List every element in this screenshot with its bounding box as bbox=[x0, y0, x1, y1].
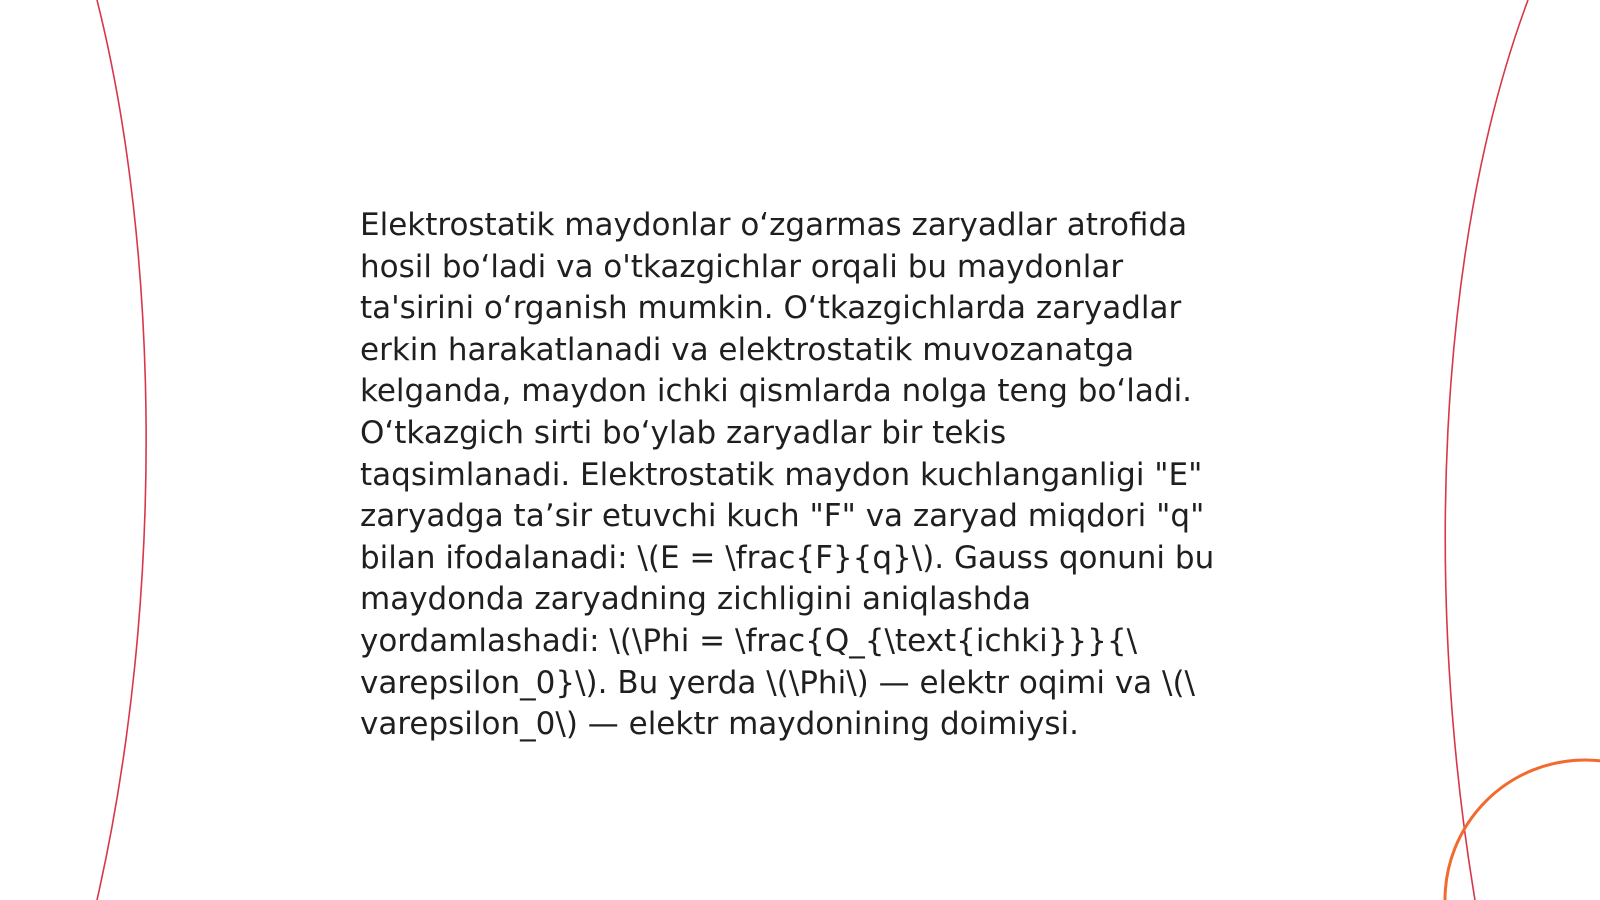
slide-body-text: Elektrostatik maydonlar oʻzgarmas zaryadlar atrofida hosil boʻladi va o'tkazgichlar orqali bu maydonlar ta'sirini oʻrganish mumkin. Oʻtkazgichlarda zaryadlar erkin harakatlanadi va elektrostatik muvozanatga kelganda, maydon ichki qismlarda nolga teng boʻladi. Oʻtkazgich sirti boʻylab zaryadlar bir tekis taqsimlanadi. Elektrostatik maydon kuchlanganligi "E" zaryadga taʼsir etuvchi kuch "F" va zaryad miqdori "q" bilan ifodalanadi: \(E = \frac{F}{q}\). Gauss qonuni bu maydonda zaryadning zichligini aniqlashda yordamlashadi: \(\Phi = \frac{Q_{\text{ichki}}}{\ varepsilon_0}\). Bu yerda \(\Phi\) — elektr oqimi va \(\ varepsilon_0\) — elektr maydonining doimiysi. bbox=[360, 207, 1215, 743]
orange-circle-outline bbox=[1445, 760, 1600, 900]
left-curve bbox=[97, 0, 146, 900]
right-curve bbox=[1445, 0, 1528, 900]
